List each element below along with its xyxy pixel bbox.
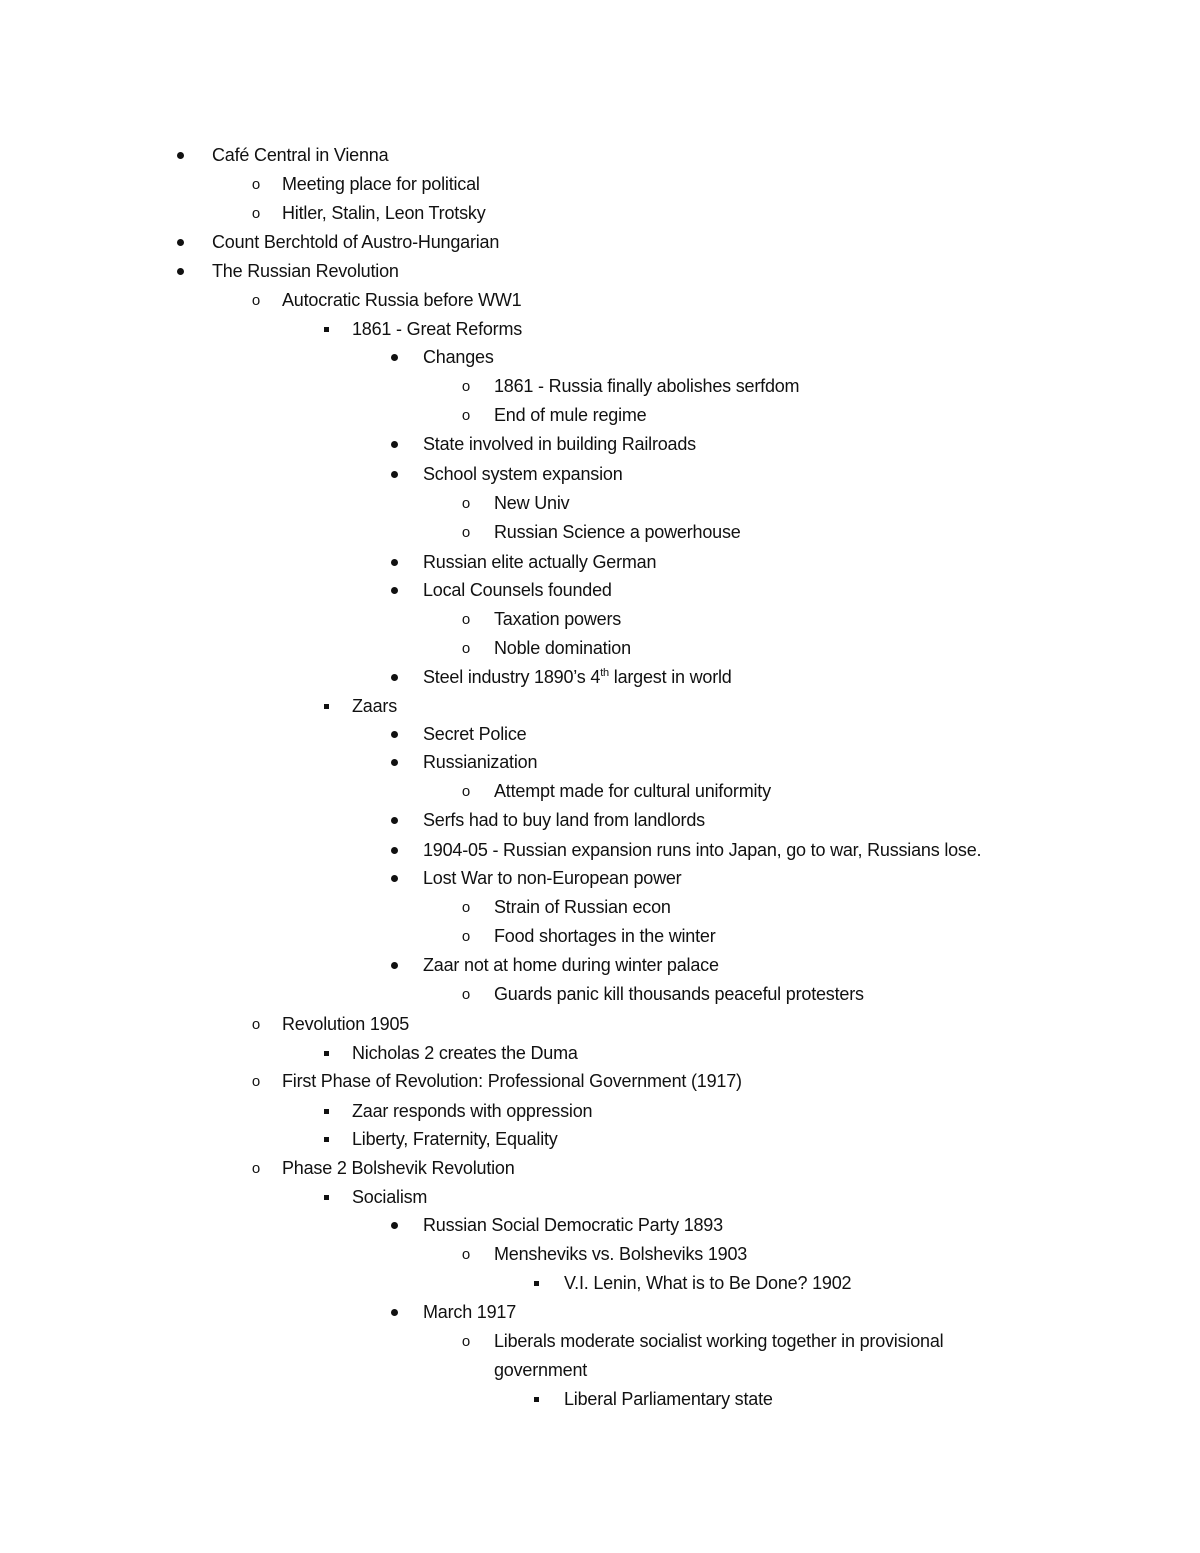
outline-item-text: Local Counsels founded <box>423 580 612 600</box>
outline-item-text: March 1917 <box>423 1302 517 1322</box>
circle-bullet-icon: o <box>461 640 471 657</box>
square-bullet-icon <box>316 1097 336 1114</box>
outline-item <box>0 1240 1200 1269</box>
outline-item <box>0 1385 1200 1414</box>
outline-item <box>0 1211 1200 1240</box>
outline-item-text: Russian Science a powerhouse <box>494 522 741 542</box>
outline-item <box>0 489 1200 518</box>
outline-item <box>0 1183 1200 1212</box>
outline-item-text: 1861 - Great Reforms <box>352 319 523 339</box>
square-bullet-icon <box>316 1183 336 1200</box>
outline-item <box>0 1097 1200 1126</box>
outline-item-text: Autocratic Russia before WW1 <box>282 290 522 310</box>
square-bullet-icon <box>316 1039 336 1056</box>
outline-item <box>0 372 1200 401</box>
circle-bullet-icon: o <box>251 1016 261 1033</box>
outline-item <box>0 141 1200 170</box>
outline-item <box>0 1269 1200 1298</box>
outline-item-text: Russian elite actually German <box>423 552 657 572</box>
outline-item-text: Zaar responds with oppression <box>352 1101 593 1121</box>
square-bullet-icon <box>316 315 336 332</box>
outline-item-text: Liberal Parliamentary state <box>564 1389 773 1409</box>
disc-bullet-icon <box>384 720 404 738</box>
outline-item-text: Serfs had to buy land from landlords <box>423 810 705 830</box>
outline-item-text: First Phase of Revolution: Professional Government (1917) <box>282 1071 742 1091</box>
outline-item-text: Secret Police <box>423 724 527 744</box>
square-bullet-icon <box>316 692 336 709</box>
outline-item-text: V.I. Lenin, What is to Be Done? 1902 <box>564 1273 852 1293</box>
outline-item <box>0 893 1200 922</box>
outline-item-text: Nicholas 2 creates the Duma <box>352 1043 578 1063</box>
outline-item <box>0 576 1200 605</box>
disc-bullet-icon <box>384 951 404 969</box>
outline-item-text: Lost War to non-European power <box>423 868 682 888</box>
outline-item <box>0 518 1200 547</box>
outline-item <box>0 401 1200 430</box>
square-bullet-icon <box>526 1385 546 1402</box>
circle-bullet-icon: o <box>461 928 471 945</box>
disc-bullet-icon <box>384 343 404 361</box>
outline-item-text: Strain of Russian econ <box>494 897 671 917</box>
outline-item <box>0 806 1200 835</box>
outline-item <box>0 748 1200 777</box>
outline-item <box>0 170 1200 199</box>
outline-item-text: Socialism <box>352 1187 428 1207</box>
circle-bullet-icon: o <box>251 1073 261 1090</box>
outline-item <box>0 663 1200 692</box>
disc-bullet-icon <box>384 1211 404 1229</box>
outline-item-text: Russianization <box>423 752 538 772</box>
outline-item <box>0 864 1200 893</box>
circle-bullet-icon: o <box>461 524 471 541</box>
outline-item-text: Count Berchtold of Austro-Hungarian <box>212 232 500 252</box>
outline-item-text: Russian Social Democratic Party 1893 <box>423 1215 723 1235</box>
disc-bullet-icon <box>384 663 404 681</box>
outline-item-text: End of mule regime <box>494 405 647 425</box>
circle-bullet-icon: o <box>461 1333 471 1350</box>
outline-item-text: 1861 - Russia finally abolishes serfdom <box>494 376 800 396</box>
disc-bullet-icon <box>384 1298 404 1316</box>
circle-bullet-icon: o <box>461 899 471 916</box>
outline-item <box>0 951 1200 980</box>
outline-item-text: Zaar not at home during winter palace <box>423 955 719 975</box>
outline-item <box>0 343 1200 372</box>
outline-item <box>0 1010 1200 1039</box>
circle-bullet-icon: o <box>461 407 471 424</box>
outline-item <box>0 315 1200 344</box>
disc-bullet-icon <box>384 864 404 882</box>
outline-item <box>0 286 1200 315</box>
outline-item <box>0 1039 1200 1068</box>
outline-item <box>0 430 1200 459</box>
disc-bullet-icon <box>170 257 190 275</box>
outline-item <box>0 199 1200 228</box>
outline-item <box>0 460 1200 489</box>
outline-item <box>0 777 1200 806</box>
outline-item-text: Phase 2 Bolshevik Revolution <box>282 1158 515 1178</box>
outline-item-text: Attempt made for cultural uniformity <box>494 781 771 801</box>
outline-item <box>0 548 1200 577</box>
outline-item <box>0 1125 1200 1154</box>
outline-item <box>0 1327 1200 1380</box>
circle-bullet-icon: o <box>461 611 471 628</box>
disc-bullet-icon <box>384 460 404 478</box>
outline-item-text: Noble domination <box>494 638 631 658</box>
outline-item-text: Mensheviks vs. Bolsheviks 1903 <box>494 1244 748 1264</box>
circle-bullet-icon: o <box>461 783 471 800</box>
circle-bullet-icon: o <box>251 205 261 222</box>
outline-item <box>0 1154 1200 1183</box>
outline-item <box>0 228 1200 257</box>
circle-bullet-icon: o <box>461 378 471 395</box>
outline-item-text: State involved in building Railroads <box>423 434 696 454</box>
outline-item-text: Taxation powers <box>494 609 622 629</box>
disc-bullet-icon <box>384 576 404 594</box>
outline-item-text: School system expansion <box>423 464 623 484</box>
outline-item-text: Changes <box>423 347 494 367</box>
disc-bullet-icon <box>384 748 404 766</box>
outline-item-text: Liberty, Fraternity, Equality <box>352 1129 558 1149</box>
outline-item <box>0 1298 1200 1327</box>
disc-bullet-icon <box>384 548 404 566</box>
outline-item-text: Guards panic kill thousands peaceful protesters <box>494 984 864 1004</box>
circle-bullet-icon: o <box>461 495 471 512</box>
outline-item <box>0 634 1200 663</box>
outline-item-text: The Russian Revolution <box>212 261 399 281</box>
circle-bullet-icon: o <box>251 176 261 193</box>
outline-item-text: Café Central in Vienna <box>212 145 389 165</box>
outline-item-text: Meeting place for political <box>282 174 480 194</box>
circle-bullet-icon: o <box>251 1160 261 1177</box>
outline-item <box>0 836 1200 865</box>
square-bullet-icon <box>316 1125 336 1142</box>
outline-item-text: Steel industry 1890’s 4th largest in world <box>423 667 732 687</box>
outline-item-text: Liberals moderate socialist working together in provisional government <box>494 1331 944 1380</box>
outline-item <box>0 257 1200 286</box>
disc-bullet-icon <box>170 141 190 159</box>
outline-item-text: Hitler, Stalin, Leon Trotsky <box>282 203 486 223</box>
outline-item-text: Revolution 1905 <box>282 1014 410 1034</box>
disc-bullet-icon <box>170 228 190 246</box>
outline-item <box>0 692 1200 721</box>
outline-item <box>0 922 1200 951</box>
circle-bullet-icon: o <box>461 1246 471 1263</box>
disc-bullet-icon <box>384 430 404 448</box>
outline-item <box>0 1067 1200 1096</box>
outline-item <box>0 605 1200 634</box>
disc-bullet-icon <box>384 836 404 854</box>
outline-item <box>0 980 1200 1009</box>
outline-item-text: New Univ <box>494 493 570 513</box>
square-bullet-icon <box>526 1269 546 1286</box>
outline-item-text: Food shortages in the winter <box>494 926 716 946</box>
disc-bullet-icon <box>384 806 404 824</box>
circle-bullet-icon: o <box>251 292 261 309</box>
outline-item-text: Zaars <box>352 696 398 716</box>
outline-item <box>0 720 1200 749</box>
circle-bullet-icon: o <box>461 986 471 1003</box>
outline-item-text: 1904-05 - Russian expansion runs into Japan, go to war, Russians lose. <box>423 840 982 860</box>
